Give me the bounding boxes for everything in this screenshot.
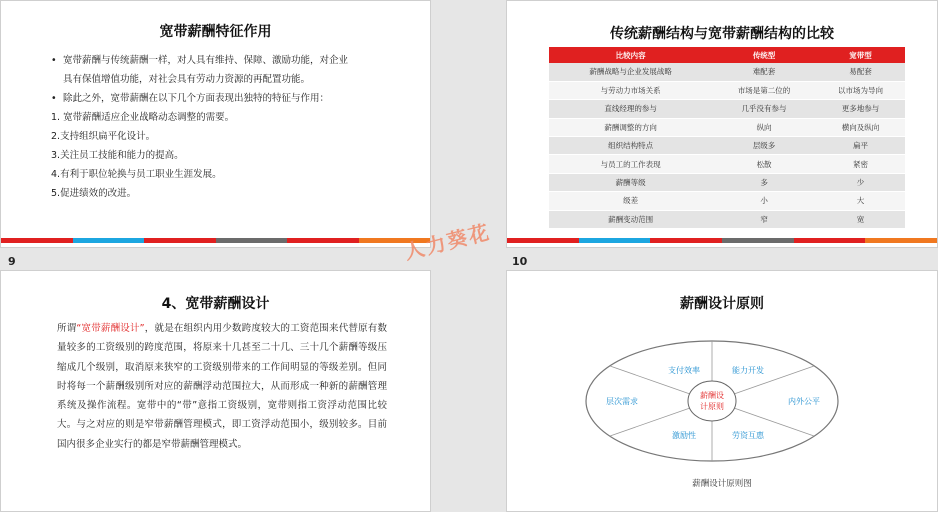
table-cell: 级差 [549,192,712,210]
stripe-segment [579,238,651,243]
segment-label: 支付效率 [668,366,700,375]
numbered-item: 4.有利于职位轮换与员工职业生涯发展。 [51,169,222,180]
numbered-item: 2.支持组织扁平化设计。 [51,131,156,142]
table-header-cell: 比较内容 [549,47,712,63]
center-label: 计原则 [700,402,724,411]
numbered-item: 1. 宽带薪酬适应企业战略动态调整的需要。 [51,112,235,123]
stripe-segment [287,238,359,243]
table-cell: 小 [712,192,816,210]
stripe-segment [794,238,866,243]
stripe-segment [73,238,145,243]
table-row [549,137,905,155]
stripe-segment [144,238,216,243]
table-cell: 几乎没有参与 [712,100,816,118]
page-number: 9 [8,255,16,268]
table-cell: 薪酬变动范围 [549,210,712,228]
center-label: 薪酬设 [700,391,724,400]
slide-9[interactable] [0,0,431,248]
slide-11[interactable] [0,270,431,512]
stripe-segment [722,238,794,243]
table-row [549,192,905,210]
table-header-cell: 宽带型 [816,47,905,63]
segment-label: 劳资互惠 [732,431,764,440]
table-cell: 松散 [712,155,816,173]
table-cell: 层级多 [712,137,816,155]
table-cell: 市场是第二位的 [712,81,816,99]
slide-title: 4、宽带薪酬设计 [161,296,270,312]
table-row [549,63,905,81]
stripe-segment [507,238,579,243]
paragraph-body: ，就是在组织内用少数跨度较大的工资范围来代替原有数量较多的工资级别的跨度范围，将原来十几甚至二十几、三十几个薪酬等级压缩成几个级别，取消原来狭窄的工资级别带来的工作间明显的等级差别。但同时将每一个薪酬级别所对应的薪酬浮动范围拉大，从而形成一种新的薪酬管理系统及操作流程。宽带中的“带”意指工资级别，宽带则指工资浮动范围比较大。与之对应的则是窄带薪酬管理模式，即工资浮动范围小，级别较多。目前国内很多企业实行的都是窄带薪酬管理模式。 [57,323,387,450]
numbered-item: 3.关注员工技能和能力的提高。 [51,150,184,161]
stripe-segment [216,238,288,243]
color-stripe [1,238,430,243]
table-row [549,81,905,99]
table-header-cell: 传统型 [712,47,816,63]
table-cell: 难配套 [712,63,816,81]
slide-title: 传统薪酬结构与宽带薪酬结构的比较 [610,26,834,42]
stripe-segment [650,238,722,243]
paragraph-intro: 所谓 [57,323,77,334]
stripe-segment [1,238,73,243]
segment-label: 层次需求 [606,397,638,406]
table-cell: 扁平 [816,137,905,155]
table-cell: 组织结构特点 [549,137,712,155]
table-cell: 与员工的工作表现 [549,155,712,173]
table-cell: 易配套 [816,63,905,81]
slide-10[interactable] [506,0,938,248]
segment-label: 激励性 [672,431,696,440]
table-cell: 薪酬战略与企业发展战略 [549,63,712,81]
segment-label: 内外公平 [788,397,820,406]
table-row [549,210,905,228]
table-cell: 窄 [712,210,816,228]
slide-12[interactable] [506,270,938,512]
body-paragraph [57,319,387,454]
table-row [549,118,905,136]
bullet-list [51,51,391,203]
table-cell: 少 [816,173,905,191]
table-cell: 宽 [816,210,905,228]
table-cell: 横向及纵向 [816,118,905,136]
watermark: 人力葵花 [401,219,493,265]
table-header-row [549,47,905,63]
bullet-item: • 宽带薪酬与传统薪酬一样，对人具有维持、保障、激励功能，对企业 [51,51,391,70]
numbered-item: 5.促进绩效的改进。 [51,188,137,199]
table-cell: 薪酬调整的方向 [549,118,712,136]
table-cell: 多 [712,173,816,191]
slide-title: 薪酬设计原则 [680,296,764,312]
color-stripe [507,238,937,243]
bullet-item-continuation: 具有保值增值功能，对社会具有劳动力资源的再配置功能。 [63,74,311,85]
table-cell: 与劳动力市场关系 [549,81,712,99]
table-row [549,100,905,118]
highlighted-term: “宽带薪酬设计” [76,323,145,334]
slide-title: 宽带薪酬特征作用 [159,24,272,40]
segment-label: 能力开发 [732,366,764,375]
table-cell: 直线经理的参与 [549,100,712,118]
comparison-table [549,47,905,229]
table-cell: 更多地参与 [816,100,905,118]
table-cell: 大 [816,192,905,210]
table-cell: 纵向 [712,118,816,136]
table-cell: 以市场为导向 [816,81,905,99]
diagram-caption: 薪酬设计原则图 [692,479,752,489]
principles-diagram [582,336,842,466]
stripe-segment [865,238,937,243]
table-cell: 薪酬等级 [549,173,712,191]
bullet-item: • 除此之外，宽带薪酬在以下几个方面表现出独特的特征与作用： [51,89,391,108]
table-cell: 紧密 [816,155,905,173]
page-number: 10 [512,255,528,268]
table-row [549,155,905,173]
table-row [549,173,905,191]
